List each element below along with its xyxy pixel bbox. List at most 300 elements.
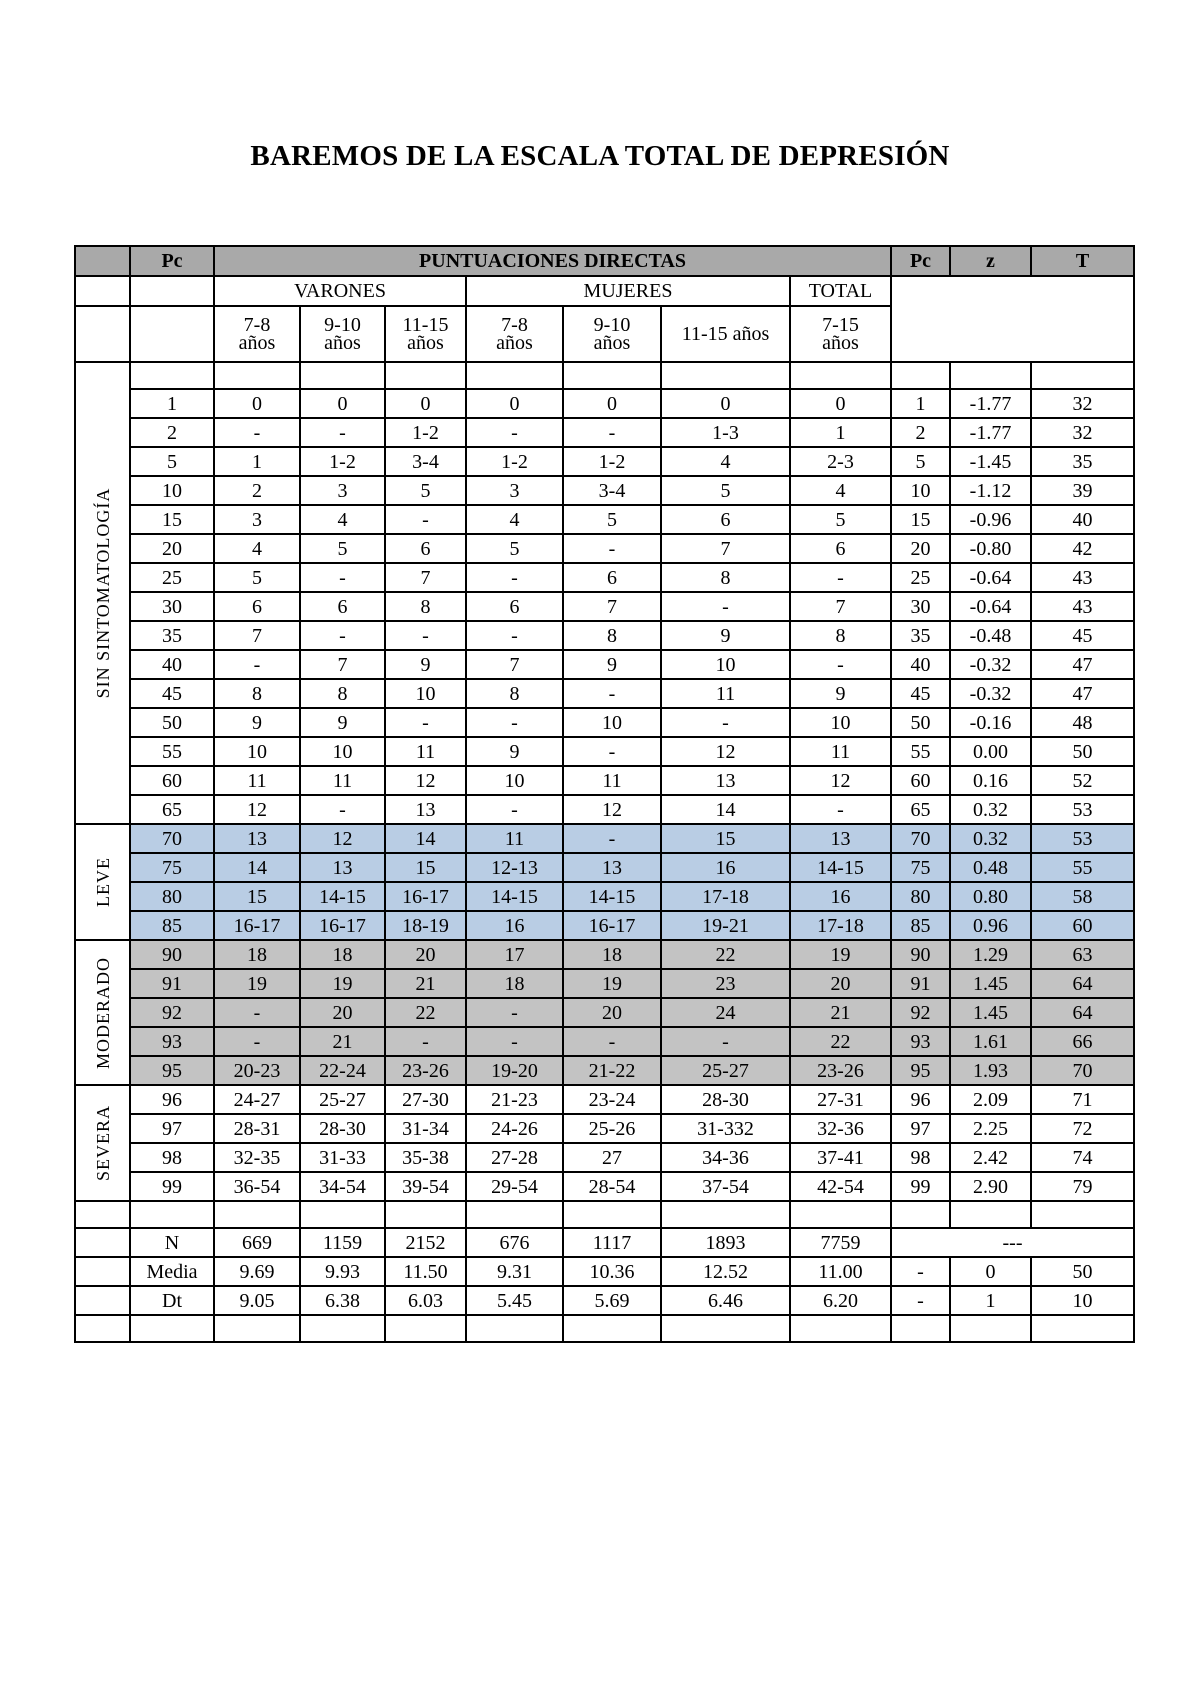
- score-cell: 8: [300, 679, 385, 708]
- age-header-cell: 7-15 años: [790, 306, 891, 362]
- score-cell: 10: [466, 766, 563, 795]
- empty-cell: [891, 1201, 950, 1228]
- score-cell: 5: [891, 447, 950, 476]
- category-sin-sintomatologia-label: SIN SINTOMATOLOGÍA: [92, 487, 113, 699]
- score-cell: 16-17: [214, 911, 300, 940]
- score-cell: 18: [300, 940, 385, 969]
- score-cell: 8: [661, 563, 790, 592]
- score-cell: 21: [790, 998, 891, 1027]
- z-cell: 0.32: [950, 795, 1031, 824]
- score-cell: 1: [214, 447, 300, 476]
- t-cell: 47: [1031, 650, 1134, 679]
- score-cell: 27-30: [385, 1085, 466, 1114]
- score-cell: 7: [300, 650, 385, 679]
- pc-cell: 40: [130, 650, 214, 679]
- score-cell: 15: [385, 853, 466, 882]
- z-cell: 2.90: [950, 1172, 1031, 1201]
- score-cell: 10: [385, 679, 466, 708]
- pc-cell: 98: [130, 1143, 214, 1172]
- score-cell: 11: [661, 679, 790, 708]
- score-cell: 0: [214, 389, 300, 418]
- t-cell: 32: [1031, 418, 1134, 447]
- score-cell: 25: [891, 563, 950, 592]
- score-cell: -: [385, 1027, 466, 1056]
- z-cell: 0.32: [950, 824, 1031, 853]
- score-cell: -: [300, 563, 385, 592]
- score-cell: 9: [385, 650, 466, 679]
- score-cell: 10: [891, 476, 950, 505]
- score-cell: 23-26: [385, 1056, 466, 1085]
- table-row: [75, 534, 1134, 563]
- table-row: [75, 1085, 1134, 1114]
- score-cell: 5: [466, 534, 563, 563]
- category-leve-label: LEVE: [92, 857, 113, 907]
- table-row: [75, 1114, 1134, 1143]
- group-varones: VARONES: [214, 276, 466, 306]
- header-pc-right: Pc: [891, 246, 950, 276]
- z-cell: 1.45: [950, 998, 1031, 1027]
- score-cell: 4: [214, 534, 300, 563]
- score-cell: 19-20: [466, 1056, 563, 1085]
- score-cell: 7: [661, 534, 790, 563]
- score-cell: -: [563, 534, 661, 563]
- score-cell: 24: [661, 998, 790, 1027]
- score-cell: 24-27: [214, 1085, 300, 1114]
- group-total: TOTAL: [790, 276, 891, 306]
- score-cell: -: [466, 1027, 563, 1056]
- score-cell: 31-33: [300, 1143, 385, 1172]
- table-row: [75, 708, 1134, 737]
- score-cell: 9: [790, 679, 891, 708]
- empty-cell: [661, 362, 790, 389]
- score-cell: 18-19: [385, 911, 466, 940]
- score-cell: 31-332: [661, 1114, 790, 1143]
- score-cell: 37-54: [661, 1172, 790, 1201]
- pc-cell: 93: [130, 1027, 214, 1056]
- score-cell: -: [563, 679, 661, 708]
- score-cell: 80: [891, 882, 950, 911]
- score-cell: 9: [214, 708, 300, 737]
- score-cell: 24-26: [466, 1114, 563, 1143]
- score-cell: -: [385, 708, 466, 737]
- pc-cell: 99: [130, 1172, 214, 1201]
- score-cell: 6: [563, 563, 661, 592]
- score-cell: -: [385, 621, 466, 650]
- score-cell: 35: [891, 621, 950, 650]
- score-cell: 19-21: [661, 911, 790, 940]
- score-cell: 0: [563, 389, 661, 418]
- t-cell: 39: [1031, 476, 1134, 505]
- score-cell: 11: [300, 766, 385, 795]
- score-cell: 22: [790, 1027, 891, 1056]
- score-cell: 3-4: [563, 476, 661, 505]
- score-cell: 2: [214, 476, 300, 505]
- score-cell: 9: [661, 621, 790, 650]
- z-cell: -0.16: [950, 708, 1031, 737]
- age-header-cell: 7-8 años: [466, 306, 563, 362]
- z-cell: 2.42: [950, 1143, 1031, 1172]
- empty-cell: [891, 1315, 950, 1342]
- empty-cell: [466, 362, 563, 389]
- score-cell: 28-30: [661, 1085, 790, 1114]
- stat-value: 6.03: [385, 1286, 466, 1315]
- stat-value: 9.05: [214, 1286, 300, 1315]
- score-cell: 96: [891, 1085, 950, 1114]
- table-row: [75, 505, 1134, 534]
- pc-cell: 35: [130, 621, 214, 650]
- empty-cell: [891, 362, 950, 389]
- empty-cell: [75, 1257, 130, 1286]
- pc-cell: 15: [130, 505, 214, 534]
- score-cell: 65: [891, 795, 950, 824]
- score-cell: -: [661, 1027, 790, 1056]
- t-cell: 43: [1031, 592, 1134, 621]
- score-cell: 8: [214, 679, 300, 708]
- score-cell: -: [790, 563, 891, 592]
- stat-value: 6.46: [661, 1286, 790, 1315]
- empty-cell: [130, 1201, 214, 1228]
- empty-cell: [130, 362, 214, 389]
- score-cell: 13: [563, 853, 661, 882]
- empty-cell: [790, 1315, 891, 1342]
- score-cell: 13: [790, 824, 891, 853]
- spacer-row: [75, 1315, 1134, 1342]
- table-row: [75, 998, 1134, 1027]
- header-z: z: [950, 246, 1031, 276]
- score-cell: 28-30: [300, 1114, 385, 1143]
- table-row: [75, 476, 1134, 505]
- t-cell: 45: [1031, 621, 1134, 650]
- score-cell: 23-26: [790, 1056, 891, 1085]
- score-cell: 99: [891, 1172, 950, 1201]
- pc-cell: 30: [130, 592, 214, 621]
- z-cell: 1.61: [950, 1027, 1031, 1056]
- score-cell: 18: [466, 969, 563, 998]
- score-cell: 4: [790, 476, 891, 505]
- t-cell: 47: [1031, 679, 1134, 708]
- z-cell: 0.00: [950, 737, 1031, 766]
- score-cell: -: [214, 650, 300, 679]
- score-cell: 11: [466, 824, 563, 853]
- pc-cell: 96: [130, 1085, 214, 1114]
- t-cell: 43: [1031, 563, 1134, 592]
- score-cell: 20: [790, 969, 891, 998]
- t-cell: 50: [1031, 737, 1134, 766]
- empty-cell: [950, 1315, 1031, 1342]
- score-cell: 21-22: [563, 1056, 661, 1085]
- score-cell: 9: [563, 650, 661, 679]
- score-cell: 4: [300, 505, 385, 534]
- score-cell: -: [466, 795, 563, 824]
- score-cell: 39-54: [385, 1172, 466, 1201]
- empty-cell: [75, 1315, 130, 1342]
- score-cell: 8: [563, 621, 661, 650]
- score-cell: 20: [385, 940, 466, 969]
- score-cell: 8: [385, 592, 466, 621]
- stats-row-media: [75, 1257, 1134, 1286]
- score-cell: 2-3: [790, 447, 891, 476]
- pc-cell: 45: [130, 679, 214, 708]
- age-header-cell: 7-8 años: [214, 306, 300, 362]
- score-cell: 19: [214, 969, 300, 998]
- score-cell: 92: [891, 998, 950, 1027]
- score-cell: -: [466, 998, 563, 1027]
- empty-cell: [75, 1228, 130, 1257]
- score-cell: 16: [790, 882, 891, 911]
- table-row: [75, 824, 1134, 853]
- score-cell: 0: [790, 389, 891, 418]
- table-row: [75, 592, 1134, 621]
- t-cell: 70: [1031, 1056, 1134, 1085]
- table-row: [75, 766, 1134, 795]
- empty-cell: [130, 1315, 214, 1342]
- score-cell: 0: [466, 389, 563, 418]
- stat-value: 10: [1031, 1286, 1134, 1315]
- stat-value: 11.00: [790, 1257, 891, 1286]
- score-cell: 10: [661, 650, 790, 679]
- score-cell: 19: [563, 969, 661, 998]
- score-cell: -: [661, 708, 790, 737]
- t-cell: 74: [1031, 1143, 1134, 1172]
- score-cell: 8: [466, 679, 563, 708]
- empty-cell: [385, 1201, 466, 1228]
- empty-cell: [661, 1315, 790, 1342]
- z-cell: -1.12: [950, 476, 1031, 505]
- spacer-row: [75, 362, 1134, 389]
- score-cell: 15: [661, 824, 790, 853]
- stat-value: 1117: [563, 1228, 661, 1257]
- score-cell: 90: [891, 940, 950, 969]
- empty-cell: [466, 1315, 563, 1342]
- pc-cell: 70: [130, 824, 214, 853]
- score-cell: 1-3: [661, 418, 790, 447]
- age-header-cell: 9-10 años: [563, 306, 661, 362]
- score-cell: 19: [300, 969, 385, 998]
- stat-value: 9.31: [466, 1257, 563, 1286]
- stat-value: 2152: [385, 1228, 466, 1257]
- score-cell: 21-23: [466, 1085, 563, 1114]
- category-leve: [75, 824, 130, 940]
- score-cell: 20-23: [214, 1056, 300, 1085]
- stat-label: N: [130, 1228, 214, 1257]
- pc-cell: 55: [130, 737, 214, 766]
- score-cell: 7: [385, 563, 466, 592]
- score-cell: 9: [466, 737, 563, 766]
- t-cell: 42: [1031, 534, 1134, 563]
- empty-cell: [563, 1201, 661, 1228]
- empty-cell: [300, 362, 385, 389]
- empty-cell: [661, 1201, 790, 1228]
- category-moderado-label: MODERADO: [92, 956, 113, 1069]
- z-cell: 1.93: [950, 1056, 1031, 1085]
- stat-value: 6.20: [790, 1286, 891, 1315]
- score-cell: 14: [661, 795, 790, 824]
- stat-value: 669: [214, 1228, 300, 1257]
- table-row: [75, 795, 1134, 824]
- score-cell: -: [661, 592, 790, 621]
- score-cell: 28-54: [563, 1172, 661, 1201]
- stat-label: Media: [130, 1257, 214, 1286]
- category-moderado: [75, 940, 130, 1085]
- pc-cell: 1: [130, 389, 214, 418]
- table-row: [75, 418, 1134, 447]
- table-row: [75, 563, 1134, 592]
- table-row: [75, 940, 1134, 969]
- empty-cell: [214, 1315, 300, 1342]
- score-cell: 27: [563, 1143, 661, 1172]
- stat-value: 5.45: [466, 1286, 563, 1315]
- empty-cell: [300, 1201, 385, 1228]
- empty-cell: [466, 1201, 563, 1228]
- score-cell: -: [563, 1027, 661, 1056]
- group-row: [75, 276, 1134, 306]
- z-cell: 0.48: [950, 853, 1031, 882]
- score-cell: 22-24: [300, 1056, 385, 1085]
- score-cell: 1: [790, 418, 891, 447]
- empty-cell: [1031, 1201, 1134, 1228]
- score-cell: 20: [563, 998, 661, 1027]
- score-cell: -: [563, 824, 661, 853]
- pc-cell: 65: [130, 795, 214, 824]
- table-row: [75, 1172, 1134, 1201]
- score-cell: 1-2: [466, 447, 563, 476]
- stat-value: 1893: [661, 1228, 790, 1257]
- t-cell: 52: [1031, 766, 1134, 795]
- score-cell: 60: [891, 766, 950, 795]
- score-cell: 25-27: [300, 1085, 385, 1114]
- score-cell: 1-2: [563, 447, 661, 476]
- empty-cell: [790, 362, 891, 389]
- score-cell: 10: [300, 737, 385, 766]
- score-cell: 25-26: [563, 1114, 661, 1143]
- z-cell: -1.77: [950, 389, 1031, 418]
- score-cell: -: [466, 563, 563, 592]
- pc-cell: 91: [130, 969, 214, 998]
- t-cell: 72: [1031, 1114, 1134, 1143]
- score-cell: 16: [466, 911, 563, 940]
- age-header-cell: 11-15 años: [385, 306, 466, 362]
- score-cell: 12: [790, 766, 891, 795]
- score-cell: 18: [563, 940, 661, 969]
- t-cell: 35: [1031, 447, 1134, 476]
- pc-cell: 50: [130, 708, 214, 737]
- stat-value: 10.36: [563, 1257, 661, 1286]
- stat-value: 50: [1031, 1257, 1134, 1286]
- score-cell: 1-2: [300, 447, 385, 476]
- score-cell: 3: [214, 505, 300, 534]
- table-row: [75, 737, 1134, 766]
- score-cell: 3-4: [385, 447, 466, 476]
- stat-value: 9.93: [300, 1257, 385, 1286]
- score-cell: 7: [563, 592, 661, 621]
- score-cell: 2: [891, 418, 950, 447]
- score-cell: -: [466, 621, 563, 650]
- stat-value: -: [891, 1257, 950, 1286]
- score-cell: 5: [563, 505, 661, 534]
- score-cell: 5: [661, 476, 790, 505]
- age-header-cell: 11-15 años: [661, 306, 790, 362]
- z-cell: -0.32: [950, 679, 1031, 708]
- score-cell: 5: [790, 505, 891, 534]
- score-cell: 11: [214, 766, 300, 795]
- score-cell: -: [300, 418, 385, 447]
- score-cell: 45: [891, 679, 950, 708]
- table-row: [75, 650, 1134, 679]
- score-cell: 20: [891, 534, 950, 563]
- header-t: T: [1031, 246, 1134, 276]
- score-cell: 50: [891, 708, 950, 737]
- baremos-table: [74, 245, 1135, 1343]
- stat-value: -: [891, 1286, 950, 1315]
- score-cell: 18: [214, 940, 300, 969]
- score-cell: 0: [300, 389, 385, 418]
- score-cell: 12: [300, 824, 385, 853]
- score-cell: -: [300, 795, 385, 824]
- z-cell: 1.45: [950, 969, 1031, 998]
- score-cell: 13: [300, 853, 385, 882]
- score-cell: 22: [385, 998, 466, 1027]
- stat-label: Dt: [130, 1286, 214, 1315]
- empty-cell: [790, 1201, 891, 1228]
- score-cell: 32-36: [790, 1114, 891, 1143]
- score-cell: 1: [891, 389, 950, 418]
- pc-cell: 2: [130, 418, 214, 447]
- score-cell: -: [563, 418, 661, 447]
- score-cell: 8: [790, 621, 891, 650]
- empty-cell: [950, 362, 1031, 389]
- score-cell: 70: [891, 824, 950, 853]
- score-cell: -: [466, 708, 563, 737]
- t-cell: 40: [1031, 505, 1134, 534]
- score-cell: 5: [214, 563, 300, 592]
- stat-value: 0: [950, 1257, 1031, 1286]
- table-row: [75, 1056, 1134, 1085]
- z-cell: 0.96: [950, 911, 1031, 940]
- score-cell: 14-15: [300, 882, 385, 911]
- z-cell: 0.80: [950, 882, 1031, 911]
- score-cell: 14: [214, 853, 300, 882]
- t-cell: 79: [1031, 1172, 1134, 1201]
- score-cell: 15: [891, 505, 950, 534]
- z-cell: 0.16: [950, 766, 1031, 795]
- score-cell: 34-54: [300, 1172, 385, 1201]
- score-cell: 6: [466, 592, 563, 621]
- stat-value: 6.38: [300, 1286, 385, 1315]
- score-cell: 91: [891, 969, 950, 998]
- stat-value: 12.52: [661, 1257, 790, 1286]
- z-cell: -0.80: [950, 534, 1031, 563]
- score-cell: -: [790, 650, 891, 679]
- empty-cell: [950, 1201, 1031, 1228]
- table-row: [75, 882, 1134, 911]
- page-title: BAREMOS DE LA ESCALA TOTAL DE DEPRESIÓN: [250, 140, 950, 172]
- score-cell: 23: [661, 969, 790, 998]
- score-cell: 6: [661, 505, 790, 534]
- stats-row-n: [75, 1228, 1134, 1257]
- score-cell: 4: [661, 447, 790, 476]
- score-cell: 10: [214, 737, 300, 766]
- table-row: [75, 679, 1134, 708]
- z-cell: -1.45: [950, 447, 1031, 476]
- score-cell: -: [563, 737, 661, 766]
- score-cell: -: [385, 505, 466, 534]
- pc-cell: 80: [130, 882, 214, 911]
- empty-cell: [75, 1286, 130, 1315]
- score-cell: 16-17: [385, 882, 466, 911]
- group-mujeres: MUJERES: [466, 276, 790, 306]
- score-cell: 17: [466, 940, 563, 969]
- score-cell: 13: [385, 795, 466, 824]
